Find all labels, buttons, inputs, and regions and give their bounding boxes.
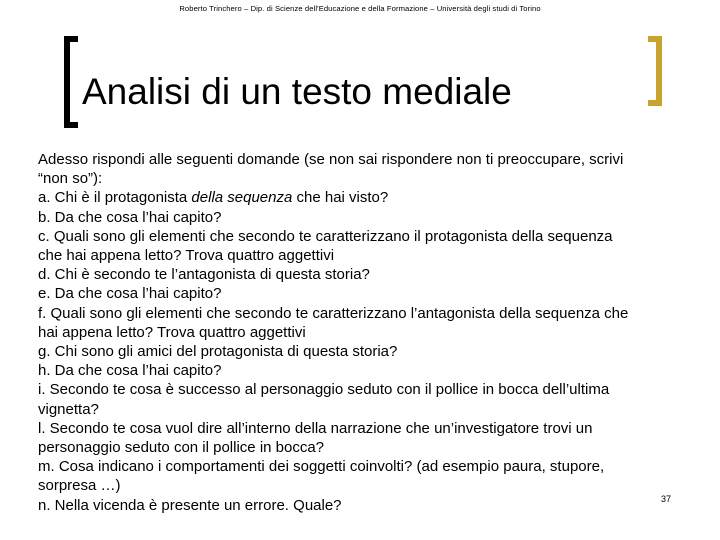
body-line: c. Quali sono gli elementi che secondo te caratterizzano il protagonista della sequenza [38,227,613,245]
body-line: g. Chi sono gli amici del protagonista di questa storia? [38,343,398,361]
body-line: m. Cosa indicano i comportamenti dei soggetti coinvolti? (ad esempio paura, stupore, [38,458,605,476]
right-bracket-decoration [648,36,662,106]
body-line: e. Da che cosa l’hai capito? [38,285,222,303]
question-a-emphasis: della sequenza [191,189,293,207]
body-line: Adesso rispondi alle seguenti domande (se non sai rispondere non ti preoccupare, scrivi [38,151,624,168]
body-line: i. Secondo te cosa è successo al personaggio seduto con il pollice in bocca dell’ultima [38,381,610,399]
body-line: b. Da che cosa l’hai capito? [38,208,222,226]
body-line: sorpresa …) [38,477,121,495]
question-a-part: a. Chi è il protagonista [38,189,192,207]
body-line: che hai appena letto? Trova quattro aggettivi [38,247,335,265]
question-a-part: che hai visto? [292,189,389,207]
body-line: n. Nella vicenda è presente un errore. Quale? [38,496,342,514]
body-line: vignetta? [38,400,99,418]
body-line: “non so”): [38,170,103,188]
question-a [38,188,688,207]
body-line: l. Secondo te cosa vuol dire all’interno della narrazione che un’investigatore trovi un [38,419,593,437]
slide-header: Roberto Trinchero – Dip. di Scienze dell'Educazione e della Formazione – Università degli studi di Torino [179,4,541,13]
body-line: h. Da che cosa l’hai capito? [38,362,222,380]
slide-title: Analisi di un testo mediale [82,71,512,112]
left-bracket-decoration [64,36,78,128]
page-number: 37 [661,494,672,504]
body-line: d. Chi è secondo te l’antagonista di questa storia? [38,266,370,284]
body-line: hai appena letto? Trova quattro aggettivi [38,323,306,341]
question-list [38,150,688,515]
body-line: personaggio seduto con il pollice in bocca? [38,439,325,457]
body-line: f. Quali sono gli elementi che secondo te caratterizzano l’antagonista della sequenza che [38,304,629,322]
